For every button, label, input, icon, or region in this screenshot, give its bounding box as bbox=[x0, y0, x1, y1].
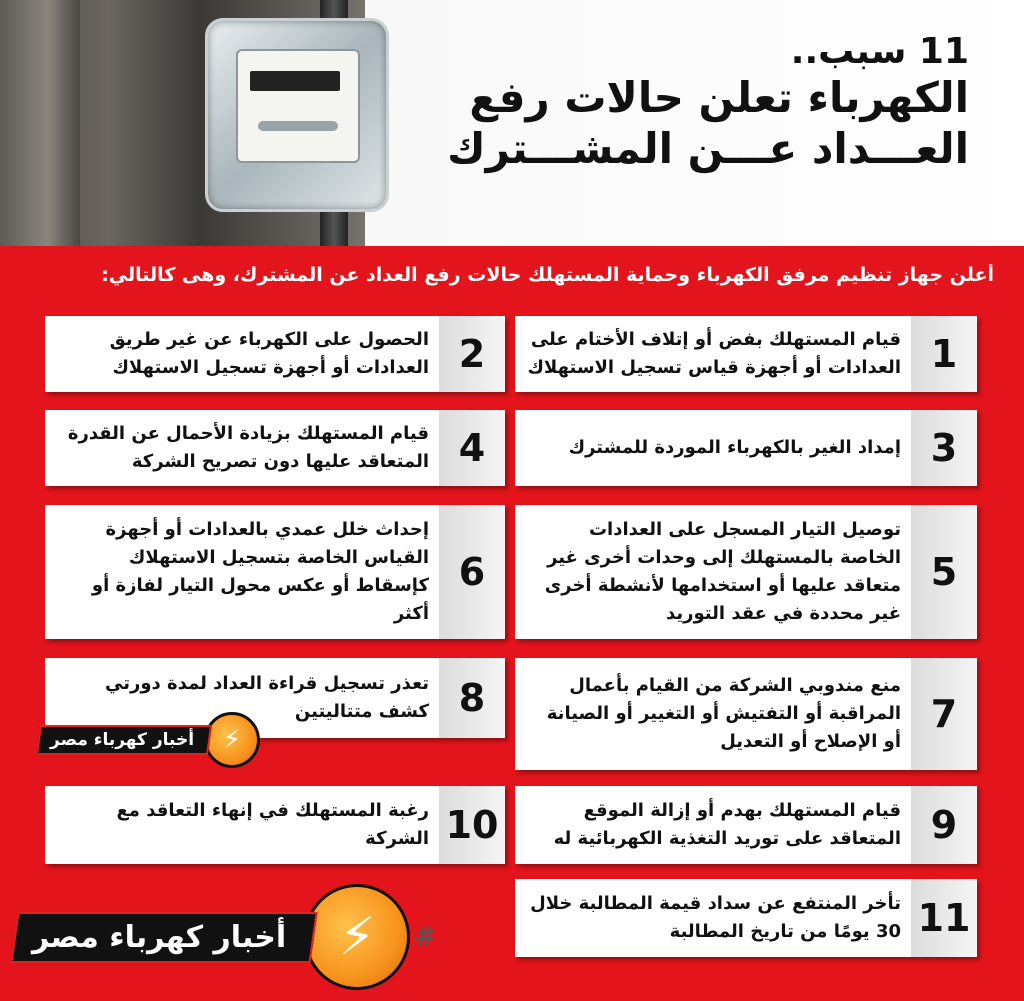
reason-card-9 bbox=[515, 786, 977, 864]
reason-text: رغبة المستهلك في إنهاء التعاقد مع الشركة bbox=[116, 800, 429, 849]
logo-text: أخبار كهرباء مصر bbox=[50, 730, 195, 750]
reason-card-5 bbox=[515, 505, 977, 639]
reason-card-7 bbox=[515, 658, 977, 770]
reason-number: 8 bbox=[439, 658, 505, 738]
logo-text-band bbox=[10, 912, 317, 963]
reason-number: 6 bbox=[439, 505, 505, 639]
reason-text: قيام المستهلك بزيادة الأحمال عن القدرة المتعاقد عليها دون تصريح الشركة bbox=[67, 423, 429, 472]
reason-text: تأخر المنتفع عن سداد قيمة المطالبة خلال 30 يومًا من تاريخ المطالبة bbox=[530, 893, 901, 942]
reason-card-11 bbox=[515, 879, 977, 957]
reason-number: 3 bbox=[911, 410, 977, 486]
reason-text: توصيل التيار المسجل على العدادات الخاصة بالمستهلك إلى وحدات أخرى غير متعاقد عليها أو استخدامها لأنشطة أخرى غير محددة في عقد التوريد bbox=[544, 519, 901, 624]
reason-card-10 bbox=[45, 786, 505, 864]
watermark-logo-small bbox=[38, 712, 260, 768]
logo-text-band bbox=[36, 725, 212, 755]
headline-line-3: العـــداد عـــن المشـــترك bbox=[447, 123, 969, 173]
reason-number: 4 bbox=[439, 410, 505, 486]
reason-number: 10 bbox=[439, 786, 505, 864]
reason-card-6 bbox=[45, 505, 505, 639]
reason-text: إحداث خلل عمدي بالعدادات أو أجهزة القياس الخاصة بتسجيل الاستهلاك كإسقاط أو عكس محول التيار لفازة أو أكثر bbox=[91, 519, 429, 624]
logo-text: أخبار كهرباء مصر bbox=[32, 919, 287, 955]
headline-count: 11 سبب.. bbox=[790, 31, 969, 72]
electric-meter-photo bbox=[0, 0, 365, 246]
reason-number: 1 bbox=[911, 316, 977, 392]
reason-text: إمداد الغير بالكهرباء الموردة للمشترك bbox=[568, 437, 901, 459]
lightning-logo-icon: ⚡ bbox=[304, 884, 410, 990]
intro-text: أعلن جهاز تنظيم مرفق الكهرباء وحماية المستهلك حالات رفع العداد عن المشترك، وهى كالتالي: bbox=[101, 264, 994, 286]
reason-number: 11 bbox=[911, 879, 977, 957]
headline bbox=[447, 30, 969, 174]
reason-text: منع مندوبي الشركة من القيام بأعمال المراقبة أو التفتيش أو التغيير أو الصيانة أو الإصلاح أو التعديل bbox=[546, 675, 901, 752]
reason-card-2 bbox=[45, 316, 505, 392]
reason-number: 5 bbox=[911, 505, 977, 639]
reason-card-3 bbox=[515, 410, 977, 486]
lightning-logo-icon: ⚡ bbox=[204, 712, 260, 768]
reason-text: تعذر تسجيل قراءة العداد لمدة دورتي كشف متتاليتين bbox=[105, 673, 429, 722]
reason-text: قيام المستهلك بفض أو إتلاف الأختام على العدادات أو أجهزة قياس تسجيل الاستهلاك bbox=[527, 329, 901, 378]
reason-number: 2 bbox=[439, 316, 505, 392]
reason-number: 9 bbox=[911, 786, 977, 864]
reason-text: الحصول على الكهرباء عن غير طريق العدادات أو أجهزة تسجيل الاستهلاك bbox=[109, 329, 429, 378]
reason-text: قيام المستهلك بهدم أو إزالة الموقع المتعاقد على توريد التغذية الكهربائية له bbox=[553, 800, 901, 849]
header-area bbox=[0, 0, 1024, 246]
headline-line-2: الكهرباء تعلن حالات رفع bbox=[469, 73, 969, 123]
reason-number: 7 bbox=[911, 658, 977, 770]
reason-card-4 bbox=[45, 410, 505, 486]
reason-card-1 bbox=[515, 316, 977, 392]
hash-mark: # bbox=[414, 922, 436, 952]
watermark-logo-large bbox=[14, 884, 436, 990]
